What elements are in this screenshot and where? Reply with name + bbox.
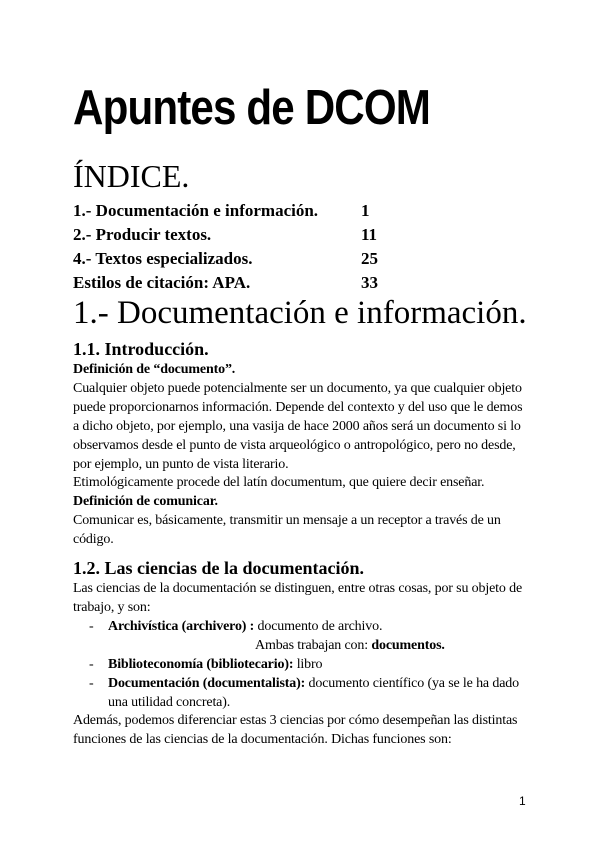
note-bold: documentos. [371, 637, 445, 653]
definition-paragraph: Cualquier objeto puede potencialmente ser un documento, ya que cualquier objeto puede proporcionarnos información. Depende del contexto y del uso que le demos a dicho objeto, por ejemplo, una vasija de hace 2000 años será un documento si lo observamos desde el punto de vista arqueológico o antropológico, pero no desde, por ejemplo, un punto de vista literario. [73, 380, 523, 472]
subsection-heading: 1.2. Las ciencias de la documentación. [73, 558, 364, 579]
note-prefix: Ambas trabajan con: [255, 637, 372, 653]
section-heading: 1.- Documentación e información. [73, 295, 527, 331]
table-of-contents [73, 199, 473, 295]
paragraph: Las ciencias de la documentación se distinguen, entre otras cosas, por su objeto de trabajo, y son: [73, 581, 523, 615]
toc-entry[interactable] [73, 247, 473, 271]
note-line [73, 637, 528, 656]
toc-entry-label: Estilos de citación: APA. [73, 273, 251, 292]
toc-entry-label: 2.- Producir textos. [73, 225, 212, 244]
list-item [73, 675, 528, 713]
toc-entry[interactable] [73, 223, 473, 247]
toc-entry[interactable] [73, 271, 473, 295]
paragraph: Además, podemos diferenciar estas 3 ciencias por cómo desempeñan las distintas funciones de las ciencias de la documentación. Dichas funciones son: [73, 713, 518, 748]
list-desc: libro [293, 656, 323, 672]
toc-entry-page: 25 [361, 249, 378, 268]
list-desc: documento de archivo. [254, 618, 383, 634]
list-term: Archivística (archivero) : [108, 618, 255, 634]
list-dash: - [89, 675, 94, 691]
toc-entry-label: 4.- Textos especializados. [73, 249, 253, 268]
list-term: Biblioteconomía (bibliotecario): [108, 656, 294, 672]
definition-paragraph: Comunicar es, básicamente, transmitir un mensaje a un receptor a través de un código. [73, 513, 501, 548]
list-dash: - [89, 618, 94, 634]
toc-entry-page: 33 [361, 273, 378, 292]
list-desc: documento científico (ya se le ha dado una utilidad concreta). [108, 675, 519, 710]
list-item [73, 656, 528, 675]
list-term: Documentación (documentalista): [108, 675, 306, 691]
section-content [73, 337, 528, 750]
toc-entry-page: 11 [361, 225, 378, 244]
page-number: 1 [519, 794, 526, 808]
definition-heading: Definición de “documento”. [73, 362, 236, 377]
etymology-paragraph: Etimológicamente procede del latín documentum, que quiere decir enseñar. [73, 475, 485, 491]
toc-entry-page: 1 [361, 201, 370, 220]
toc-entry[interactable] [73, 199, 473, 223]
index-heading: ÍNDICE. [73, 158, 190, 194]
list-dash: - [89, 656, 94, 672]
toc-entry-label: 1.- Documentación e información. [73, 201, 319, 220]
document-title: Apuntes de DCOM [73, 81, 431, 135]
list-item [73, 618, 528, 637]
definition-heading: Definición de comunicar. [73, 494, 218, 510]
subsection-heading: 1.1. Introducción. [73, 339, 209, 359]
